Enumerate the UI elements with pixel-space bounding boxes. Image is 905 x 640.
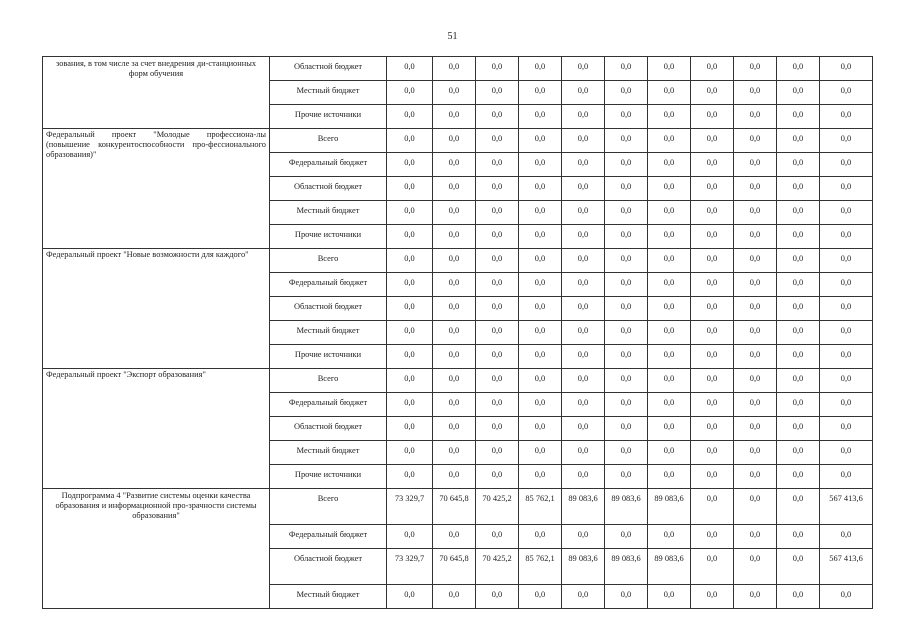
value-cell: 0,0 [476, 393, 519, 417]
value-cell: 0,0 [433, 273, 476, 297]
value-cell: 0,0 [648, 153, 691, 177]
value-cell: 0,0 [562, 441, 605, 465]
value-cell: 0,0 [691, 417, 734, 441]
value-cell: 0,0 [433, 57, 476, 81]
value-cell: 0,0 [387, 225, 433, 249]
funding-source-cell: Всего [270, 369, 387, 393]
program-name-cell: зования, в том числе за счет внедрения ди-станционных форм обучения [43, 57, 270, 129]
program-name-cell: Федеральный проект "Молодые профессиона-лы (повышение конкурентоспособности про-фессионального образования)" [43, 129, 270, 249]
value-cell: 0,0 [648, 129, 691, 153]
value-cell: 0,0 [605, 585, 648, 609]
value-cell: 0,0 [820, 129, 873, 153]
value-cell: 0,0 [777, 129, 820, 153]
value-cell: 0,0 [648, 525, 691, 549]
value-cell: 89 083,6 [605, 549, 648, 585]
value-cell: 0,0 [734, 273, 777, 297]
value-cell: 0,0 [433, 249, 476, 273]
page-number: 51 [447, 31, 458, 42]
value-cell: 0,0 [519, 393, 562, 417]
value-cell: 0,0 [387, 393, 433, 417]
table-row [43, 489, 873, 525]
value-cell: 0,0 [820, 321, 873, 345]
funding-source-cell: Областной бюджет [270, 417, 387, 441]
value-cell: 0,0 [387, 81, 433, 105]
value-cell: 0,0 [387, 297, 433, 321]
value-cell: 0,0 [648, 201, 691, 225]
value-cell: 0,0 [691, 393, 734, 417]
value-cell: 0,0 [476, 81, 519, 105]
value-cell: 0,0 [605, 105, 648, 129]
value-cell: 0,0 [734, 489, 777, 525]
value-cell: 0,0 [777, 345, 820, 369]
value-cell: 0,0 [605, 417, 648, 441]
value-cell: 0,0 [433, 465, 476, 489]
funding-source-cell: Областной бюджет [270, 57, 387, 81]
value-cell: 0,0 [734, 105, 777, 129]
value-cell: 0,0 [605, 129, 648, 153]
value-cell: 0,0 [387, 201, 433, 225]
value-cell: 0,0 [734, 345, 777, 369]
value-cell: 0,0 [476, 297, 519, 321]
value-cell: 0,0 [433, 297, 476, 321]
value-cell: 0,0 [387, 105, 433, 129]
value-cell: 0,0 [605, 345, 648, 369]
value-cell: 0,0 [433, 525, 476, 549]
value-cell: 0,0 [387, 417, 433, 441]
value-cell: 0,0 [820, 441, 873, 465]
budget-table [42, 56, 873, 609]
value-cell: 0,0 [648, 345, 691, 369]
value-cell: 85 762,1 [519, 489, 562, 525]
value-cell: 0,0 [387, 465, 433, 489]
value-cell: 0,0 [605, 465, 648, 489]
value-cell: 0,0 [562, 525, 605, 549]
value-cell: 0,0 [691, 489, 734, 525]
value-cell: 0,0 [519, 57, 562, 81]
value-cell: 0,0 [605, 441, 648, 465]
value-cell: 0,0 [734, 297, 777, 321]
value-cell: 89 083,6 [562, 489, 605, 525]
value-cell: 0,0 [476, 177, 519, 201]
value-cell: 0,0 [562, 201, 605, 225]
value-cell: 0,0 [777, 273, 820, 297]
funding-source-cell: Федеральный бюджет [270, 153, 387, 177]
value-cell: 89 083,6 [648, 489, 691, 525]
value-cell: 0,0 [648, 321, 691, 345]
value-cell: 0,0 [691, 249, 734, 273]
value-cell: 0,0 [777, 465, 820, 489]
value-cell: 0,0 [562, 321, 605, 345]
value-cell: 0,0 [820, 393, 873, 417]
value-cell: 0,0 [387, 129, 433, 153]
value-cell: 0,0 [476, 321, 519, 345]
value-cell: 0,0 [433, 177, 476, 201]
value-cell: 0,0 [734, 201, 777, 225]
value-cell: 0,0 [820, 369, 873, 393]
value-cell: 0,0 [777, 249, 820, 273]
value-cell: 567 413,6 [820, 549, 873, 585]
value-cell: 0,0 [519, 81, 562, 105]
funding-source-cell: Местный бюджет [270, 441, 387, 465]
value-cell: 0,0 [476, 57, 519, 81]
value-cell: 0,0 [691, 369, 734, 393]
value-cell: 0,0 [476, 105, 519, 129]
value-cell: 0,0 [820, 525, 873, 549]
value-cell: 0,0 [691, 57, 734, 81]
value-cell: 0,0 [648, 441, 691, 465]
value-cell: 0,0 [433, 225, 476, 249]
value-cell: 73 329,7 [387, 549, 433, 585]
value-cell: 0,0 [387, 273, 433, 297]
value-cell: 0,0 [777, 201, 820, 225]
value-cell: 0,0 [734, 525, 777, 549]
value-cell: 0,0 [476, 417, 519, 441]
value-cell: 0,0 [734, 225, 777, 249]
value-cell: 0,0 [387, 249, 433, 273]
value-cell: 0,0 [519, 249, 562, 273]
value-cell: 0,0 [734, 153, 777, 177]
program-name-cell: Федеральный проект "Экспорт образования" [43, 369, 270, 489]
value-cell: 89 083,6 [562, 549, 605, 585]
funding-source-cell: Местный бюджет [270, 585, 387, 609]
value-cell: 0,0 [605, 81, 648, 105]
value-cell: 0,0 [691, 177, 734, 201]
funding-source-cell: Местный бюджет [270, 81, 387, 105]
value-cell: 0,0 [648, 57, 691, 81]
value-cell: 0,0 [605, 153, 648, 177]
value-cell: 0,0 [820, 297, 873, 321]
funding-source-cell: Местный бюджет [270, 321, 387, 345]
value-cell: 0,0 [387, 57, 433, 81]
program-name-cell: Подпрограмма 4 "Развитие системы оценки качества образования и информационной про-зрачности системы образования" [43, 489, 270, 609]
value-cell: 73 329,7 [387, 489, 433, 525]
value-cell: 0,0 [691, 225, 734, 249]
value-cell: 0,0 [476, 369, 519, 393]
value-cell: 0,0 [648, 249, 691, 273]
value-cell: 0,0 [387, 177, 433, 201]
value-cell: 0,0 [691, 345, 734, 369]
value-cell: 0,0 [777, 369, 820, 393]
value-cell: 0,0 [433, 345, 476, 369]
value-cell: 0,0 [605, 225, 648, 249]
value-cell: 0,0 [777, 297, 820, 321]
value-cell: 0,0 [777, 585, 820, 609]
funding-source-cell: Всего [270, 489, 387, 525]
value-cell: 0,0 [734, 369, 777, 393]
value-cell: 0,0 [519, 417, 562, 441]
value-cell: 70 645,8 [433, 489, 476, 525]
value-cell: 0,0 [777, 441, 820, 465]
table-row [43, 129, 873, 153]
value-cell: 0,0 [605, 57, 648, 81]
table-row [43, 57, 873, 81]
value-cell: 0,0 [519, 129, 562, 153]
value-cell: 0,0 [562, 177, 605, 201]
value-cell: 0,0 [387, 345, 433, 369]
value-cell: 0,0 [433, 417, 476, 441]
value-cell: 0,0 [519, 525, 562, 549]
value-cell: 0,0 [648, 273, 691, 297]
funding-source-cell: Прочие источники [270, 465, 387, 489]
value-cell: 0,0 [820, 81, 873, 105]
value-cell: 0,0 [387, 369, 433, 393]
value-cell: 0,0 [820, 417, 873, 441]
funding-source-cell: Всего [270, 129, 387, 153]
value-cell: 0,0 [820, 177, 873, 201]
value-cell: 0,0 [476, 441, 519, 465]
value-cell: 0,0 [820, 345, 873, 369]
value-cell: 0,0 [476, 585, 519, 609]
value-cell: 567 413,6 [820, 489, 873, 525]
program-name-cell: Федеральный проект "Новые возможности для каждого" [43, 249, 270, 369]
value-cell: 0,0 [691, 105, 734, 129]
value-cell: 0,0 [387, 153, 433, 177]
value-cell: 0,0 [605, 273, 648, 297]
value-cell: 0,0 [777, 105, 820, 129]
value-cell: 0,0 [519, 225, 562, 249]
value-cell: 0,0 [605, 177, 648, 201]
value-cell: 0,0 [734, 81, 777, 105]
value-cell: 0,0 [777, 225, 820, 249]
value-cell: 0,0 [734, 417, 777, 441]
value-cell: 0,0 [648, 585, 691, 609]
value-cell: 0,0 [605, 201, 648, 225]
value-cell: 0,0 [691, 525, 734, 549]
value-cell: 0,0 [433, 321, 476, 345]
value-cell: 0,0 [476, 525, 519, 549]
value-cell: 0,0 [562, 105, 605, 129]
value-cell: 0,0 [519, 465, 562, 489]
value-cell: 0,0 [777, 81, 820, 105]
value-cell: 0,0 [605, 393, 648, 417]
funding-source-cell: Областной бюджет [270, 177, 387, 201]
value-cell: 70 425,2 [476, 489, 519, 525]
value-cell: 0,0 [691, 441, 734, 465]
value-cell: 0,0 [820, 105, 873, 129]
value-cell: 0,0 [734, 177, 777, 201]
funding-source-cell: Всего [270, 249, 387, 273]
table-row [43, 369, 873, 393]
funding-source-cell: Областной бюджет [270, 297, 387, 321]
table-row [43, 249, 873, 273]
value-cell: 0,0 [433, 369, 476, 393]
value-cell: 0,0 [476, 249, 519, 273]
value-cell: 0,0 [648, 465, 691, 489]
value-cell: 0,0 [433, 129, 476, 153]
value-cell: 0,0 [519, 441, 562, 465]
value-cell: 0,0 [734, 393, 777, 417]
value-cell: 85 762,1 [519, 549, 562, 585]
value-cell: 0,0 [820, 249, 873, 273]
funding-source-cell: Федеральный бюджет [270, 393, 387, 417]
value-cell: 0,0 [820, 465, 873, 489]
value-cell: 0,0 [519, 201, 562, 225]
value-cell: 0,0 [691, 321, 734, 345]
value-cell: 0,0 [605, 525, 648, 549]
value-cell: 0,0 [734, 549, 777, 585]
value-cell: 0,0 [648, 393, 691, 417]
value-cell: 0,0 [648, 369, 691, 393]
value-cell: 0,0 [562, 465, 605, 489]
value-cell: 0,0 [777, 57, 820, 81]
value-cell: 0,0 [387, 321, 433, 345]
value-cell: 0,0 [648, 297, 691, 321]
value-cell: 0,0 [734, 321, 777, 345]
value-cell: 70 425,2 [476, 549, 519, 585]
value-cell: 0,0 [519, 105, 562, 129]
value-cell: 0,0 [433, 81, 476, 105]
value-cell: 0,0 [476, 129, 519, 153]
value-cell: 0,0 [777, 417, 820, 441]
value-cell: 0,0 [387, 585, 433, 609]
value-cell: 0,0 [562, 225, 605, 249]
value-cell: 0,0 [562, 417, 605, 441]
value-cell: 0,0 [433, 441, 476, 465]
value-cell: 0,0 [433, 393, 476, 417]
value-cell: 0,0 [519, 585, 562, 609]
value-cell: 0,0 [734, 129, 777, 153]
value-cell: 0,0 [476, 225, 519, 249]
value-cell: 0,0 [734, 441, 777, 465]
value-cell: 0,0 [820, 201, 873, 225]
value-cell: 0,0 [519, 153, 562, 177]
value-cell: 0,0 [476, 153, 519, 177]
funding-source-cell: Прочие источники [270, 225, 387, 249]
funding-source-cell: Местный бюджет [270, 201, 387, 225]
value-cell: 0,0 [562, 369, 605, 393]
funding-source-cell: Федеральный бюджет [270, 525, 387, 549]
value-cell: 0,0 [777, 549, 820, 585]
value-cell: 0,0 [562, 273, 605, 297]
value-cell: 0,0 [476, 345, 519, 369]
value-cell: 0,0 [648, 177, 691, 201]
value-cell: 0,0 [777, 525, 820, 549]
value-cell: 0,0 [777, 489, 820, 525]
value-cell: 0,0 [387, 525, 433, 549]
value-cell: 0,0 [562, 129, 605, 153]
value-cell: 0,0 [562, 57, 605, 81]
value-cell: 0,0 [562, 153, 605, 177]
value-cell: 0,0 [519, 369, 562, 393]
value-cell: 89 083,6 [648, 549, 691, 585]
value-cell: 0,0 [476, 465, 519, 489]
value-cell: 0,0 [820, 225, 873, 249]
funding-source-cell: Прочие источники [270, 345, 387, 369]
value-cell: 89 083,6 [605, 489, 648, 525]
value-cell: 0,0 [734, 57, 777, 81]
value-cell: 0,0 [476, 273, 519, 297]
value-cell: 0,0 [777, 393, 820, 417]
value-cell: 70 645,8 [433, 549, 476, 585]
value-cell: 0,0 [562, 81, 605, 105]
value-cell: 0,0 [777, 321, 820, 345]
value-cell: 0,0 [605, 321, 648, 345]
value-cell: 0,0 [691, 549, 734, 585]
value-cell: 0,0 [820, 153, 873, 177]
value-cell: 0,0 [648, 225, 691, 249]
value-cell: 0,0 [562, 249, 605, 273]
value-cell: 0,0 [734, 585, 777, 609]
value-cell: 0,0 [605, 297, 648, 321]
value-cell: 0,0 [562, 297, 605, 321]
value-cell: 0,0 [562, 585, 605, 609]
value-cell: 0,0 [691, 129, 734, 153]
funding-source-cell: Областной бюджет [270, 549, 387, 585]
value-cell: 0,0 [433, 201, 476, 225]
value-cell: 0,0 [691, 153, 734, 177]
value-cell: 0,0 [519, 297, 562, 321]
value-cell: 0,0 [433, 105, 476, 129]
value-cell: 0,0 [387, 441, 433, 465]
value-cell: 0,0 [734, 249, 777, 273]
value-cell: 0,0 [820, 57, 873, 81]
value-cell: 0,0 [648, 81, 691, 105]
value-cell: 0,0 [777, 153, 820, 177]
value-cell: 0,0 [691, 81, 734, 105]
value-cell: 0,0 [562, 393, 605, 417]
value-cell: 0,0 [691, 465, 734, 489]
value-cell: 0,0 [820, 273, 873, 297]
value-cell: 0,0 [648, 105, 691, 129]
value-cell: 0,0 [562, 345, 605, 369]
funding-source-cell: Федеральный бюджет [270, 273, 387, 297]
value-cell: 0,0 [605, 249, 648, 273]
value-cell: 0,0 [691, 297, 734, 321]
value-cell: 0,0 [519, 177, 562, 201]
funding-source-cell: Прочие источники [270, 105, 387, 129]
value-cell: 0,0 [519, 273, 562, 297]
value-cell: 0,0 [691, 273, 734, 297]
value-cell: 0,0 [691, 585, 734, 609]
value-cell: 0,0 [691, 201, 734, 225]
value-cell: 0,0 [734, 465, 777, 489]
value-cell: 0,0 [433, 585, 476, 609]
value-cell: 0,0 [519, 345, 562, 369]
value-cell: 0,0 [820, 585, 873, 609]
value-cell: 0,0 [648, 417, 691, 441]
value-cell: 0,0 [605, 369, 648, 393]
value-cell: 0,0 [476, 201, 519, 225]
value-cell: 0,0 [777, 177, 820, 201]
value-cell: 0,0 [519, 321, 562, 345]
value-cell: 0,0 [433, 153, 476, 177]
